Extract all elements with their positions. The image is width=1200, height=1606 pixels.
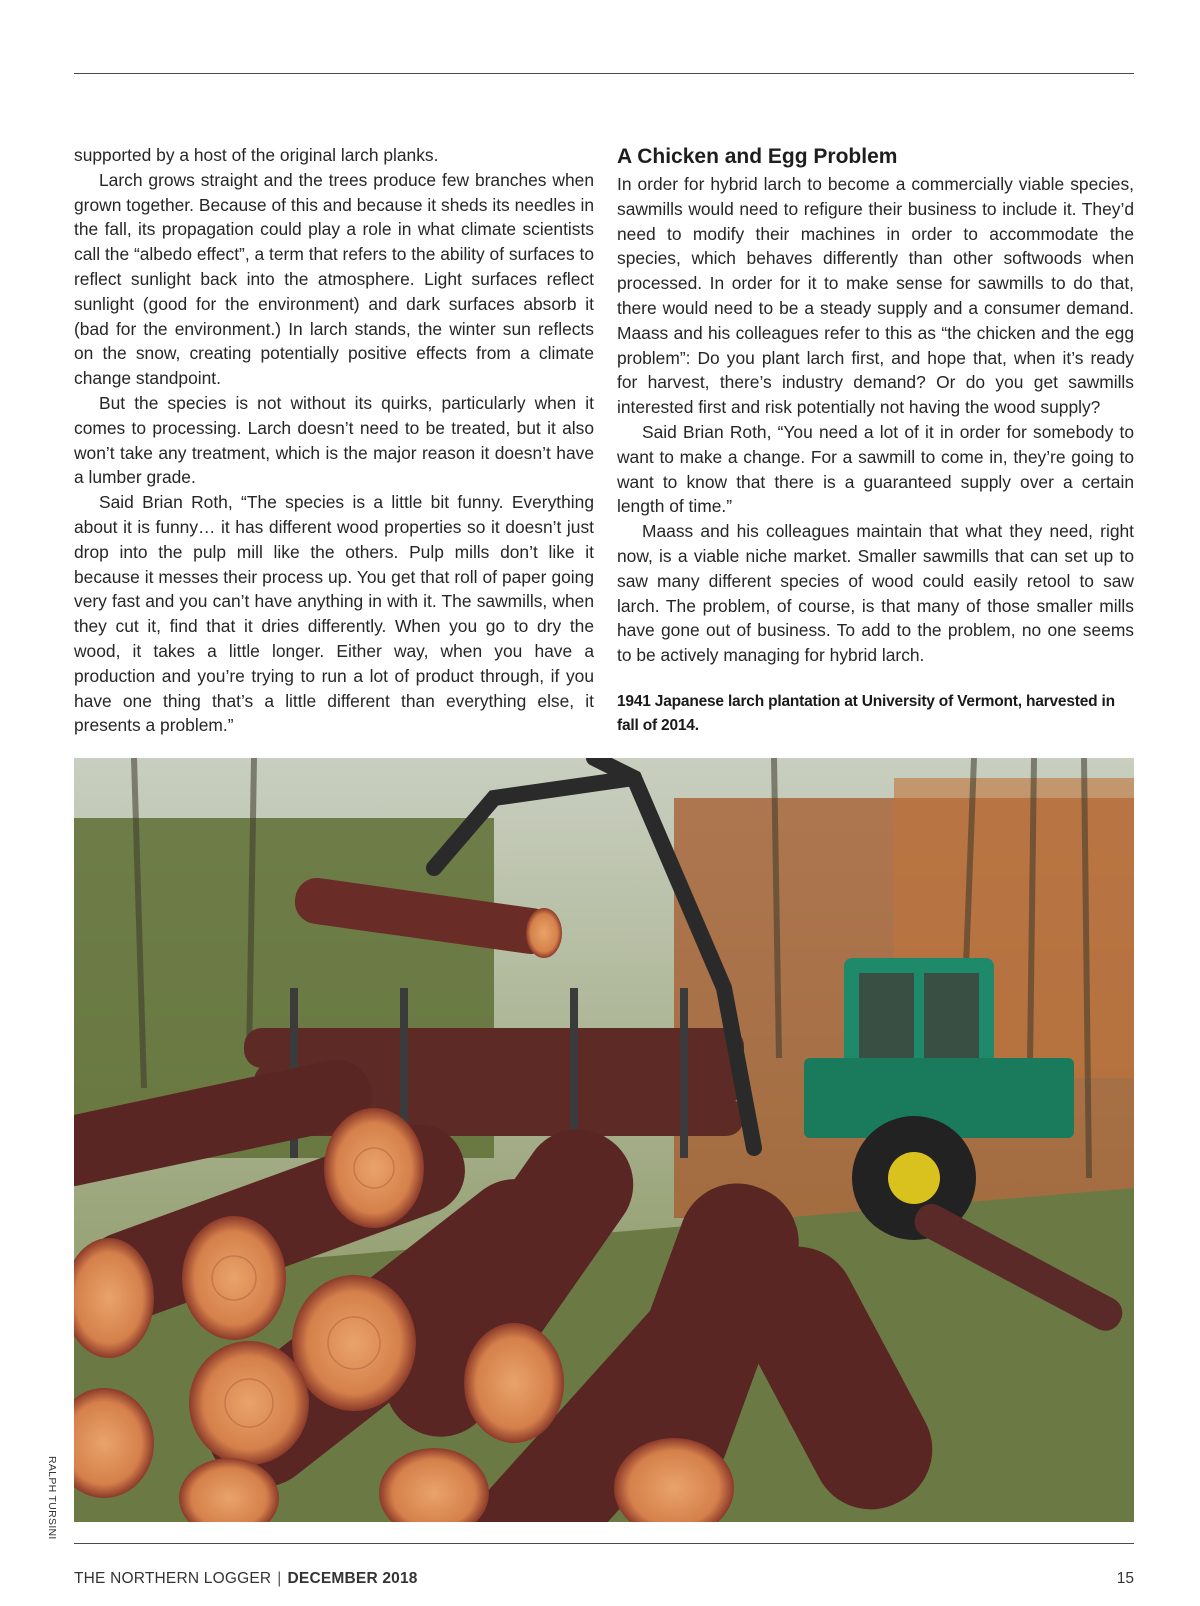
paragraph: Said Brian Roth, “You need a lot of it in order for somebody to want to make a change. For a sawmill to come in, they’re going to want to know that there is a guaranteed supply over a certain length of time.” [617, 421, 1134, 517]
section-heading: A Chicken and Egg Problem [617, 145, 898, 168]
paragraph: supported by a host of the original larch planks. [74, 145, 439, 165]
bottom-rule [74, 1543, 1134, 1544]
paragraph: Said Brian Roth, “The species is a little bit funny. Everything about it is funny… it has different wood properties so it doesn’t just drop into the pulp mill like the others. Pulp mills don’t like it because it messes their process up. You get that roll of paper going very fast and you can’t have anything in with it. The sawmills, when they cut it, find that it dries differently. When you go to dry the wood, it takes a little longer. Either way, when you have a production and you’re trying to run a lot of product through, if you have one thing that’s a little different than everything else, it presents a problem.” [74, 492, 594, 736]
top-rule [74, 73, 1134, 74]
paragraph: But the species is not without its quirks, particularly when it comes to processing. Larch doesn’t need to be treated, but it also won’t take any treatment, which is the major reason it doesn’t have a lumber grade. [74, 392, 594, 488]
right-column [617, 143, 1134, 738]
footer-separator: | [277, 1570, 282, 1587]
paragraph: Larch grows straight and the trees produce few branches when grown together. Because of this and because it sheds its needles in the fall, its propagation could play a role in what climate scientists call the “albedo effect”, a term that refers to the ability of surfaces to reflect sunlight back into the atmosphere. Light surfaces reflect sunlight (good for the environment) and dark surfaces absorb it (bad for the environment.) In larch stands, the winter sun reflects on the snow, creating potentially positive effects from a climate change standpoint. [74, 169, 594, 389]
publication-name: THE NORTHERN LOGGER [74, 1570, 272, 1587]
issue-date: DECEMBER 2018 [287, 1570, 418, 1587]
paragraph: In order for hybrid larch to become a commercially viable species, sawmills would need to refigure their business to include it. They’d need to modify their machines in order to accommodate the species, which behaves differently than other softwoods when processed. In order for it to make sense for sawmills to do that, there would need to be a steady supply and a consumer demand. Maass and his colleagues refer to this as “the chicken and the egg problem”: Do you plant larch first, and hope that, when it’s ready for harvest, there’s industry demand? Or do you get sawmills interested first and risk potentially not having the wood supply? [617, 174, 1134, 418]
larch-harvest-photo [74, 758, 1134, 1522]
left-column [74, 143, 594, 738]
photo-caption: 1941 Japanese larch plantation at University of Vermont, harvested in fall of 2014. [617, 692, 1115, 734]
footer [74, 1570, 418, 1588]
paragraph: Maass and his colleagues maintain that what they need, right now, is a viable niche market. Smaller sawmills that can set up to saw many different species of wood could easily retool to saw larch. The problem, of course, is that many of those smaller mills have gone out of business. To add to the problem, no one seems to be actively managing for hybrid larch. [617, 521, 1134, 666]
page-number: 15 [1116, 1570, 1134, 1587]
photo-credit: RALPH TURSINI [46, 1456, 58, 1540]
